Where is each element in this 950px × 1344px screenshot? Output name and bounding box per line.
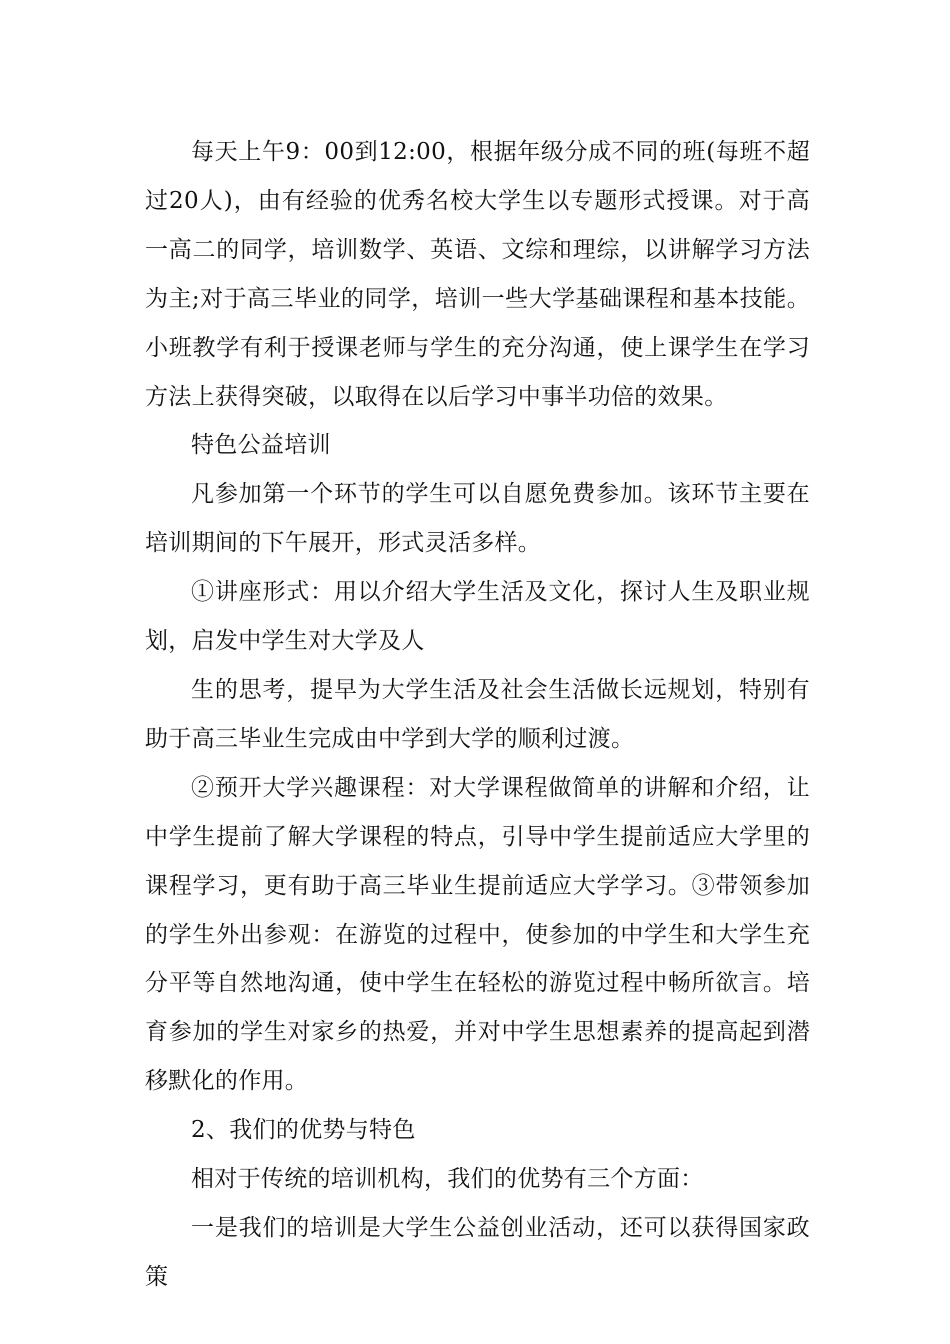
document-body [145, 128, 810, 1302]
paragraph-first-advantage: 一是我们的培训是大学生公益创业活动，还可以获得国家政策 [145, 1214, 810, 1290]
paragraph-interest-courses: ②预开大学兴趣课程：对大学课程做简单的讲解和介绍，让中学生提前了解大学课程的特点，引导中学生提前适应大学里的课程学习，更有助于高三毕业生提前适应大学学习。③带领参加的学生外出参观：在游览的过程中，使参加的中学生和大学生充分平等自然地沟通，使中学生在轻松的游览过程中畅所欲言。培育参加的学生对家乡的热爱，并对中学生思想素养的提高起到潜移默化的作用。 [145, 774, 810, 1095]
paragraph-schedule: 每天上午9：00到12:00，根据年级分成不同的班(每班不超过20人)，由有经验的优秀名校大学生以专题形式授课。对于高一高二的同学，培训数学、英语、文综和理综，以讲解学习方法为主;对于高三毕业的同学，培训一些大学基础课程和基本技能。小班教学有利于授课老师与学生的充分沟通，使上课学生在学习方法上获得突破，以取得在以后学习中事半功倍的效果。 [145, 139, 810, 410]
paragraph-free-participation: 凡参加第一个环节的学生可以自愿免费参加。该环节主要在培训期间的下午展开，形式灵活多样。 [145, 481, 810, 557]
paragraph-advantages-intro: 相对于传统的培训机构，我们的优势有三个方面： [191, 1166, 704, 1193]
heading-special-training: 特色公益培训 [191, 432, 331, 459]
paragraph-life-thinking: 生的思考，提早为大学生活及社会生活做长远规划，特别有助于高三毕业生完成由中学到大学的顺利过渡。 [145, 676, 810, 752]
paragraph-lecture-form: ①讲座形式：用以介绍大学生活及文化，探讨人生及职业规划，启发中学生对大学及人 [145, 579, 810, 655]
heading-advantages: 2、我们的优势与特色 [191, 1117, 416, 1144]
